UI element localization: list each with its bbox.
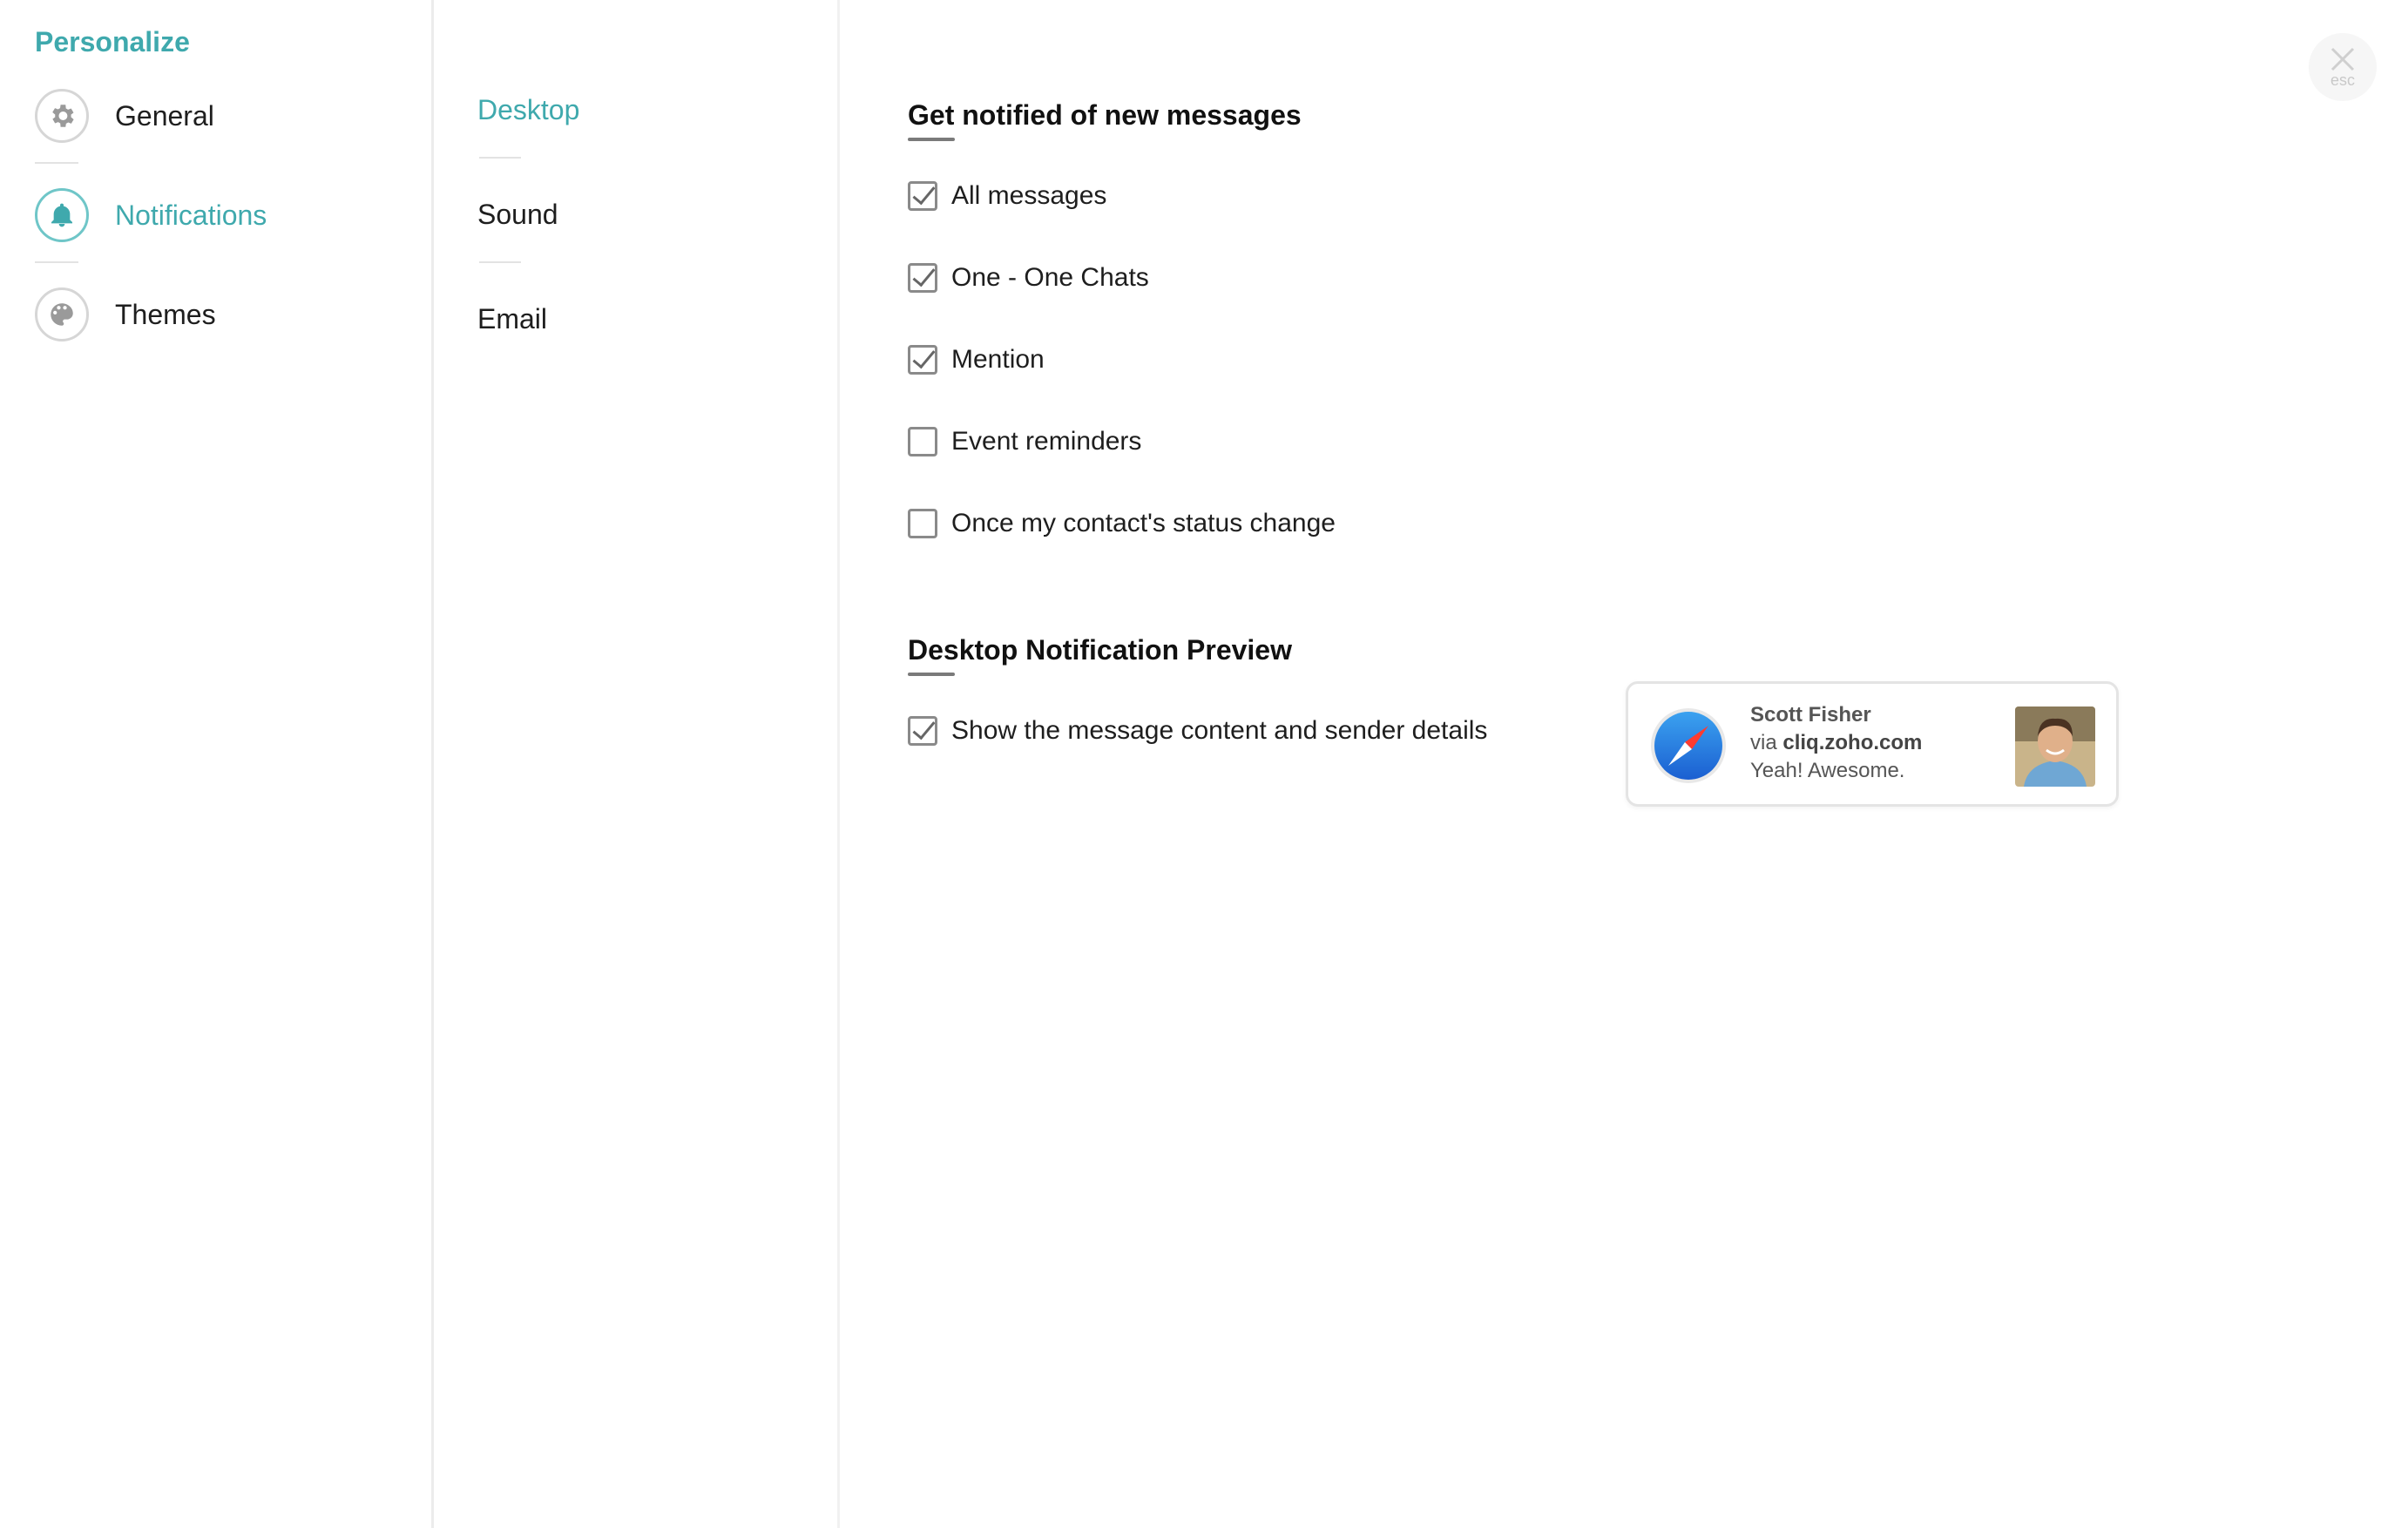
checkbox-unchecked[interactable] <box>908 509 937 538</box>
option-one-one-chats[interactable] <box>908 263 1149 293</box>
sidebar-title: Personalize <box>35 26 190 57</box>
option-all-messages[interactable] <box>908 181 1106 211</box>
notification-preview-card <box>1626 681 2119 807</box>
bell-icon <box>35 188 89 242</box>
notification-message: Yeah! Awesome. <box>1750 759 1905 782</box>
settings-sidebar <box>0 0 434 1528</box>
sidebar-divider <box>35 261 78 263</box>
subnav-divider <box>479 157 521 159</box>
via-prefix: via <box>1750 731 1783 754</box>
option-label: Show the message content and sender details <box>951 716 1488 745</box>
section-underline <box>908 673 955 676</box>
via-domain: cliq.zoho.com <box>1782 731 1923 754</box>
option-label: All messages <box>951 181 1107 210</box>
sidebar-item-label: Notifications <box>115 199 267 231</box>
option-event-reminders[interactable] <box>908 427 1141 456</box>
desktop-notification-settings <box>840 0 2408 1528</box>
sidebar-item-themes[interactable] <box>35 286 401 343</box>
subnav-item-sound[interactable]: Sound <box>477 199 558 230</box>
option-show-message-content[interactable] <box>908 716 1487 746</box>
option-label: Once my contact's status change <box>951 509 1336 538</box>
esc-label: esc <box>2330 71 2355 89</box>
close-button[interactable] <box>2309 33 2377 101</box>
notification-sender: Scott Fisher <box>1750 703 1871 727</box>
subnav-item-desktop[interactable]: Desktop <box>477 94 580 125</box>
checkbox-checked[interactable] <box>908 181 937 211</box>
sidebar-item-label: General <box>115 99 214 132</box>
subnav-item-email[interactable]: Email <box>477 303 548 335</box>
notify-section-title: Get notified of new messages <box>908 99 1302 131</box>
option-label: Mention <box>951 345 1045 374</box>
checkbox-checked[interactable] <box>908 345 937 375</box>
notification-source <box>1750 729 1922 757</box>
option-mention[interactable] <box>908 345 1045 375</box>
option-label: Event reminders <box>951 427 1142 456</box>
sidebar-item-label: Themes <box>115 298 216 330</box>
sidebar-divider <box>35 162 78 164</box>
gear-icon <box>35 89 89 143</box>
checkbox-unchecked[interactable] <box>908 427 937 456</box>
close-icon <box>2329 45 2357 73</box>
avatar <box>2015 707 2095 787</box>
option-label: One - One Chats <box>951 263 1149 292</box>
notification-subnav <box>434 0 840 1528</box>
checkbox-checked[interactable] <box>908 263 937 293</box>
palette-icon <box>35 287 89 341</box>
sidebar-item-general[interactable] <box>35 87 401 145</box>
preview-section-title: Desktop Notification Preview <box>908 634 1292 666</box>
sidebar-item-notifications[interactable] <box>35 186 401 244</box>
option-contact-status-change[interactable] <box>908 509 1336 538</box>
section-underline <box>908 138 955 141</box>
notification-text <box>1750 701 1922 785</box>
subnav-divider <box>479 261 521 263</box>
compass-icon <box>1649 707 1728 785</box>
checkbox-checked[interactable] <box>908 716 937 746</box>
